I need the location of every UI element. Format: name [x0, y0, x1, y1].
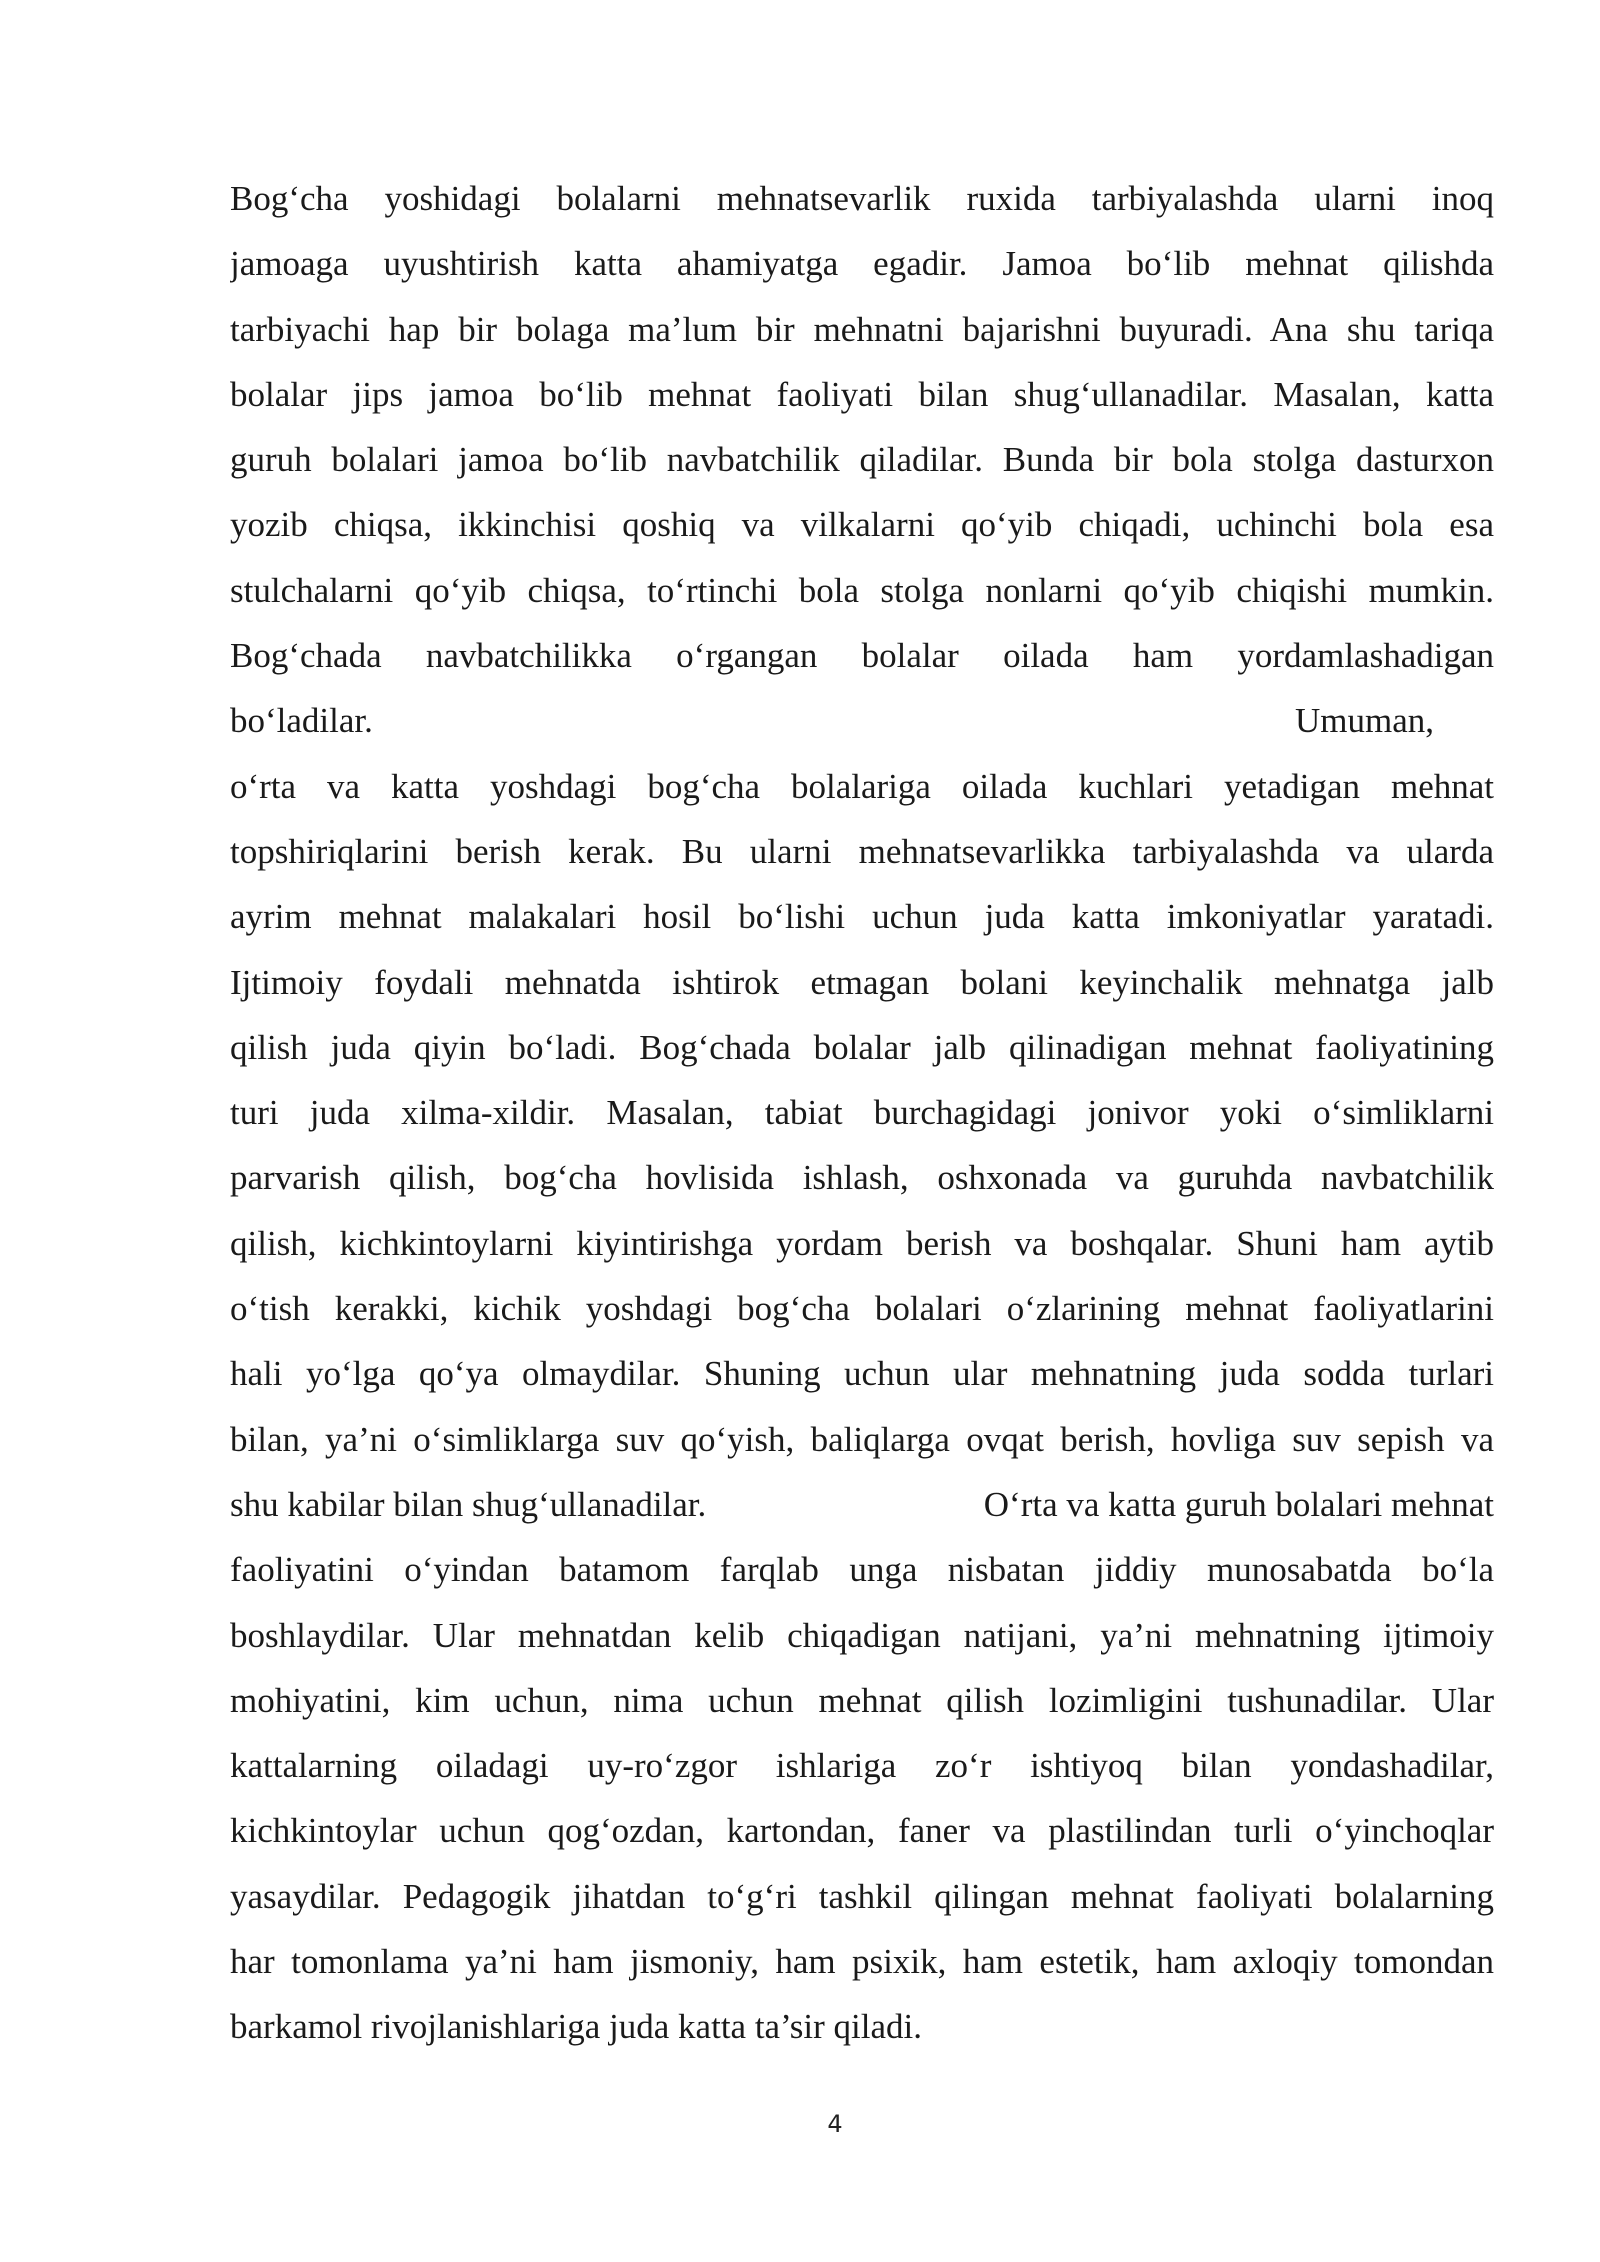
text-line: yasaydilar. Pedagogik jihatdan to‘g‘ri tashkil qilingan mehnat faoliyati bolalarning: [230, 1876, 1494, 1916]
text-line: Bog‘chada navbatchilikka o‘rgangan bolalar oilada ham yordamlashadigan: [230, 636, 1494, 676]
text-line-split: [230, 688, 1494, 753]
text-line: mohiyatini, kim uchun, nima uchun mehnat qilish lozimligini tushunadilar. Ular: [230, 1680, 1494, 1720]
text-line: o‘rta va katta yoshdagi bog‘cha bolalariga oilada kuchlari yetadigan mehnat: [230, 766, 1494, 806]
text-line: parvarish qilish, bog‘cha hovlisida ishlash, oshxonada va guruhda navbatchilik: [230, 1158, 1494, 1198]
text-segment: bo‘ladilar.: [230, 701, 373, 741]
text-line: faoliyatini o‘yindan batamom farqlab unga nisbatan jiddiy munosabatda bo‘la: [230, 1550, 1494, 1590]
text-line: har tomonlama ya’ni ham jismoniy, ham psixik, ham estetik, ham axloqiy tomondan: [230, 1942, 1494, 1982]
text-segment: shu kabilar bilan shug‘ullanadilar.: [230, 1484, 707, 1524]
text-line: bilan, ya’ni o‘simliklarga suv qo‘yish, baliqlarga ovqat berish, hovliga suv sepish va: [230, 1419, 1494, 1459]
text-line: boshlaydilar. Ular mehnatdan kelib chiqadigan natijani, ya’ni mehnatning ijtimoiy: [230, 1615, 1494, 1655]
text-line: bolalar jips jamoa bo‘lib mehnat faoliyati bilan shug‘ullanadilar. Masalan, katta: [230, 374, 1494, 414]
text-line: guruh bolalari jamoa bo‘lib navbatchilik qiladilar. Bunda bir bola stolga dasturxon: [230, 440, 1494, 480]
text-line: jamoaga uyushtirish katta ahamiyatga egadir. Jamoa bo‘lib mehnat qilishda: [230, 244, 1494, 284]
text-line: qilish, kichkintoylarni kiyintirishga yordam berish va boshqalar. Shuni ham aytib: [230, 1223, 1494, 1263]
text-segment: Umuman,: [1294, 701, 1434, 741]
text-segment: O‘rta va katta guruh bolalari mehnat: [983, 1484, 1494, 1524]
page-number: 4: [827, 2110, 843, 2138]
body-text: [230, 166, 1494, 2060]
text-line: tarbiyachi hap bir bolaga ma’lum bir mehnatni bajarishni buyuradi. Ana shu tariqa: [230, 309, 1494, 349]
text-line: Ijtimoiy foydali mehnatda ishtirok etmagan bolani keyinchalik mehnatga jalb: [230, 962, 1494, 1002]
text-line: turi juda xilma-xildir. Masalan, tabiat burchagidagi jonivor yoki o‘simliklarni: [230, 1093, 1494, 1133]
text-line: yozib chiqsa, ikkinchisi qoshiq va vilkalarni qo‘yib chiqadi, uchinchi bola esa: [230, 505, 1494, 545]
text-line: o‘tish kerakki, kichik yoshdagi bog‘cha bolalari o‘zlarining mehnat faoliyatlarini: [230, 1289, 1494, 1329]
text-line-split: [230, 1472, 1494, 1537]
text-line: qilish juda qiyin bo‘ladi. Bog‘chada bolalar jalb qilinadigan mehnat faoliyatining: [230, 1027, 1494, 1067]
text-line: topshiriqlarini berish kerak. Bu ularni mehnatsevarlikka tarbiyalashda va ularda: [230, 831, 1494, 871]
text-line: Bog‘cha yoshidagi bolalarni mehnatsevarlik ruxida tarbiyalashda ularni inoq: [230, 179, 1494, 218]
text-line: stulchalarni qo‘yib chiqsa, to‘rtinchi bola stolga nonlarni qo‘yib chiqishi mumkin.: [230, 570, 1494, 610]
text-line: kichkintoylar uchun qog‘ozdan, kartondan, faner va plastilindan turli o‘yinchoqlar: [230, 1811, 1494, 1851]
text-line: ayrim mehnat malakalari hosil bo‘lishi uchun juda katta imkoniyatlar yaratadi.: [230, 897, 1494, 937]
text-line: hali yo‘lga qo‘ya olmaydilar. Shuning uchun ular mehnatning juda sodda turlari: [230, 1354, 1494, 1394]
text-line: barkamol rivojlanishlariga juda katta ta’sir qiladi.: [230, 2007, 923, 2047]
text-line: kattalarning oiladagi uy-ro‘zgor ishlariga zo‘r ishtiyoq bilan yondashadilar,: [230, 1746, 1494, 1786]
